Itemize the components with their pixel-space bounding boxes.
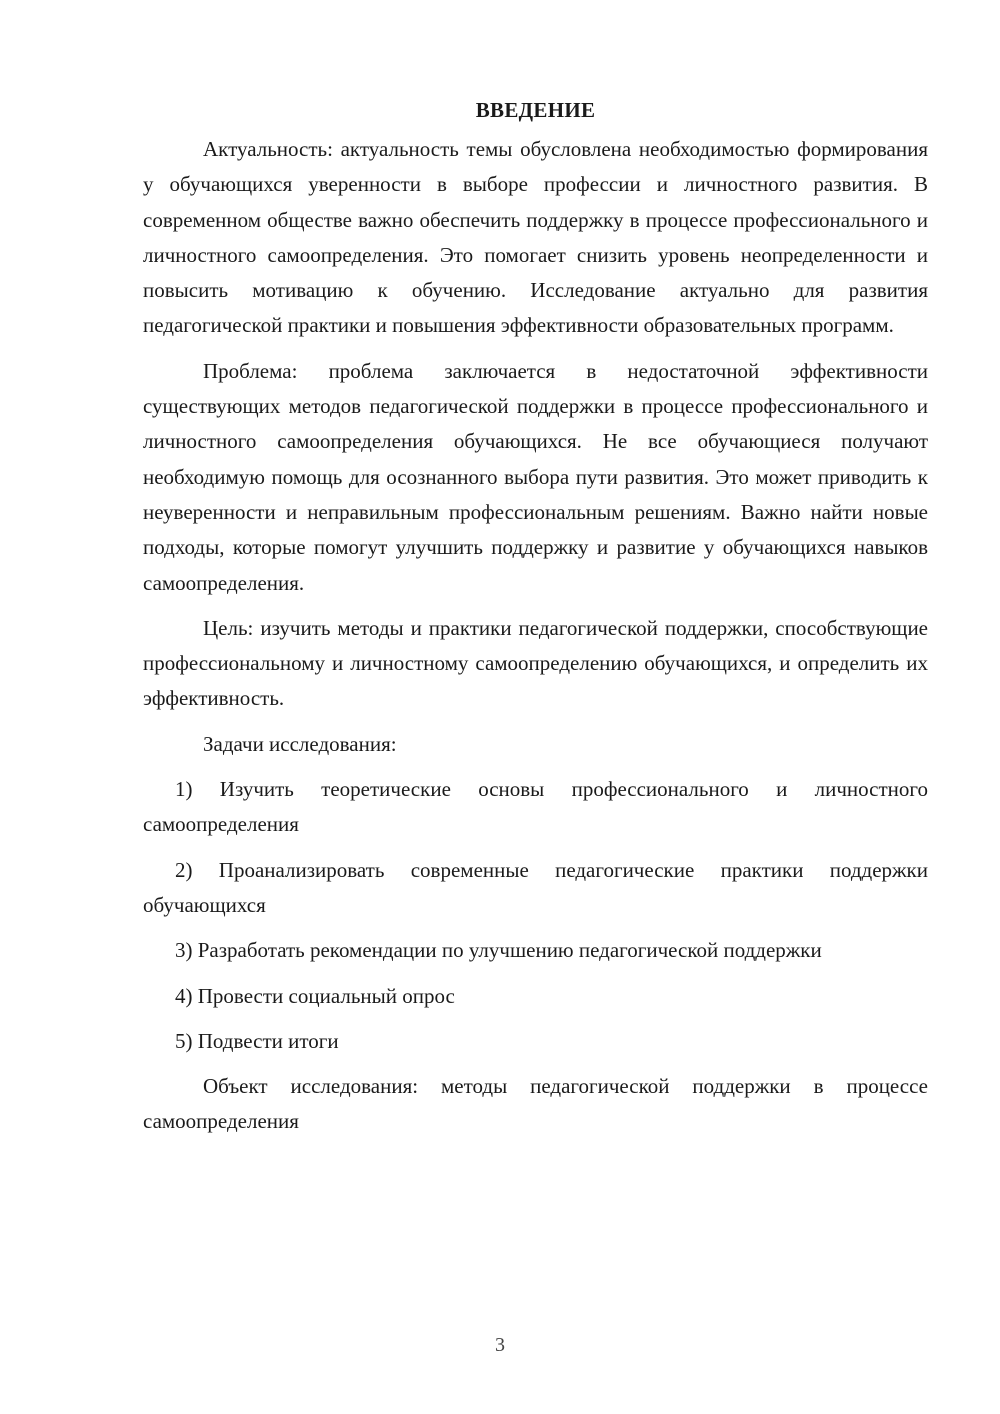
- task-item: 3) Разработать рекомендации по улучшению педагогической поддержки: [175, 938, 822, 963]
- tasks-title: Задачи исследования:: [203, 731, 397, 756]
- object-paragraph: Объект исследования: методы педагогической поддержки в процессе самоопределения: [143, 1074, 928, 1134]
- page-number: 3: [495, 1334, 505, 1356]
- task-item: 2) Проанализировать современные педагогические практики поддержки обучающихся: [143, 857, 928, 917]
- task-item: 1) Изучить теоретические основы профессионального и личностного самоопределения: [143, 777, 928, 837]
- document-page: [143, 92, 928, 1150]
- section-heading: ВВЕДЕНИЕ: [475, 98, 596, 122]
- goal-paragraph: Цель: изучить методы и практики педагогической поддержки, способствующие профессиональному и личностному самоопределению обучающихся, и определить их эффективность.: [143, 615, 928, 711]
- task-item: 5) Подвести итоги: [175, 1028, 339, 1053]
- problem-paragraph: Проблема: проблема заключается в недостаточной эффективности существующих методов педагогической поддержки в процессе профессионального и личностного самоопределения обучающихся. Не все обучающиеся получают необходимую помощь для осознанного выбора пути развития. Это может приводить к неуверенности и неправильным профессиональным решениям. Важно найти новые подходы, которые помогут улучшить поддержку и развитие у обучающихся навыков самоопределения.: [143, 358, 928, 595]
- relevance-paragraph: Актуальность: актуальность темы обусловлена необходимостью формирования у обучающихся уверенности в выборе профессии и личностного развития. В современном обществе важно обеспечить поддержку в процессе профессионального и личностного самоопределения. Это помогает снизить уровень неопределенности и повысить мотивацию к обучению. Исследование актуально для развития педагогической практики и повышения эффективности образовательных программ.: [143, 137, 928, 338]
- task-item: 4) Провести социальный опрос: [175, 983, 455, 1008]
